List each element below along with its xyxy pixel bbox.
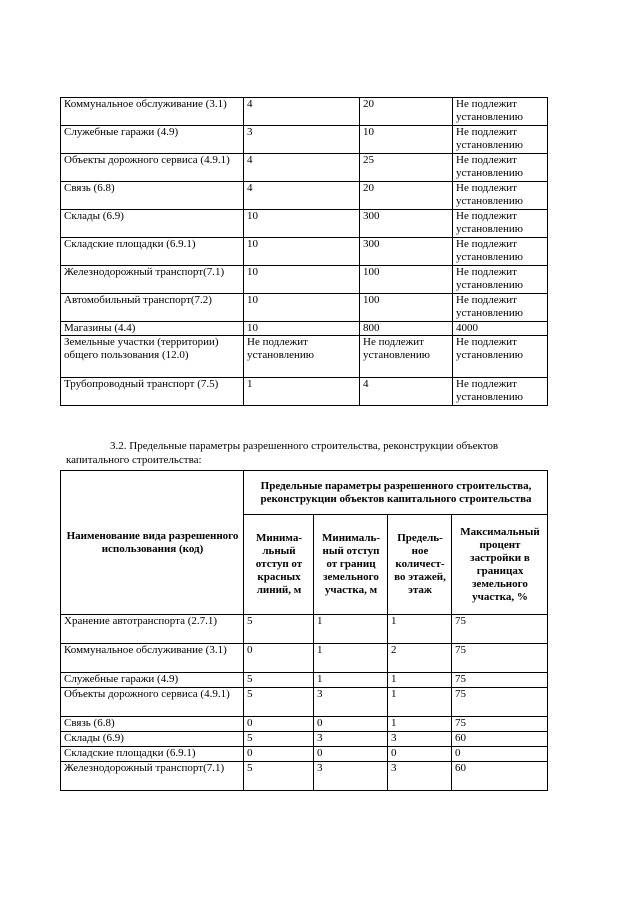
value-cell: 1: [314, 673, 388, 688]
value-cell: 4000: [453, 322, 548, 336]
use-name-cell: Объекты дорожного сервиса (4.9.1): [61, 688, 244, 717]
value-cell: 10: [244, 210, 360, 238]
value-cell: Не подлежит установлению: [453, 238, 548, 266]
value-cell: Не подлежит установлению: [453, 294, 548, 322]
value-cell: 1: [314, 615, 388, 644]
value-cell: 75: [452, 688, 548, 717]
table-row: [61, 322, 548, 336]
use-name-cell: Коммунальное обслуживание (3.1): [61, 644, 244, 673]
value-cell: 0: [388, 747, 452, 762]
header-use-name: Наименование вида разрешенного использования (код): [61, 471, 244, 615]
limits-table-2: [60, 470, 548, 791]
value-cell: 800: [360, 322, 453, 336]
value-cell: 10: [244, 294, 360, 322]
use-name-cell: Земельные участки (территории) общего пользования (12.0): [61, 336, 244, 378]
table-row: [61, 762, 548, 791]
table-row: [61, 732, 548, 747]
value-cell: 3: [388, 762, 452, 791]
value-cell: 100: [360, 266, 453, 294]
use-name-cell: Склады (6.9): [61, 210, 244, 238]
value-cell: 1: [314, 644, 388, 673]
table-row: [61, 154, 548, 182]
value-cell: Не подлежит установлению: [453, 126, 548, 154]
table-row: [61, 673, 548, 688]
use-name-cell: Железнодорожный транспорт(7.1): [61, 266, 244, 294]
value-cell: 3: [244, 126, 360, 154]
value-cell: 5: [244, 762, 314, 791]
use-name-cell: Связь (6.8): [61, 182, 244, 210]
table-row: [61, 210, 548, 238]
table-row: [61, 717, 548, 732]
use-name-cell: Коммунальное обслуживание (3.1): [61, 98, 244, 126]
section-paragraph: 3.2. Предельные параметры разрешенного строительства, реконструкции объектов капитального строительства:: [66, 440, 499, 466]
value-cell: Не подлежит установлению: [244, 336, 360, 378]
header-group: Предельные параметры разрешенного строительства, реконструкции объектов капитального строительства: [244, 471, 548, 515]
header-floors: Предель-ное количест-во этажей, этаж: [388, 515, 452, 615]
value-cell: 100: [360, 294, 453, 322]
table-row: [61, 378, 548, 406]
use-name-cell: Служебные гаражи (4.9): [61, 126, 244, 154]
table-row: [61, 294, 548, 322]
value-cell: 5: [244, 688, 314, 717]
value-cell: 20: [360, 98, 453, 126]
value-cell: 10: [244, 322, 360, 336]
table-row: [61, 98, 548, 126]
value-cell: Не подлежит установлению: [453, 210, 548, 238]
table-row: [61, 615, 548, 644]
value-cell: 60: [452, 732, 548, 747]
value-cell: 1: [388, 615, 452, 644]
value-cell: 4: [244, 154, 360, 182]
value-cell: 0: [314, 747, 388, 762]
value-cell: Не подлежит установлению: [453, 266, 548, 294]
value-cell: Не подлежит установлению: [453, 378, 548, 406]
table-header-row: [61, 471, 548, 515]
use-name-cell: Складские площадки (6.9.1): [61, 238, 244, 266]
value-cell: 25: [360, 154, 453, 182]
value-cell: 300: [360, 210, 453, 238]
header-setback-red-lines: Минима-льный отступ от красных линий, м: [244, 515, 314, 615]
use-name-cell: Магазины (4.4): [61, 322, 244, 336]
value-cell: 5: [244, 673, 314, 688]
value-cell: Не подлежит установлению: [360, 336, 453, 378]
use-name-cell: Автомобильный транспорт(7.2): [61, 294, 244, 322]
header-setback-boundaries: Минималь-ный отступ от границ земельного участка, м: [314, 515, 388, 615]
value-cell: 2: [388, 644, 452, 673]
value-cell: 4: [244, 98, 360, 126]
table-row: [61, 644, 548, 673]
value-cell: 1: [388, 717, 452, 732]
table-row: [61, 238, 548, 266]
value-cell: 300: [360, 238, 453, 266]
table-row: [61, 182, 548, 210]
value-cell: 1: [244, 378, 360, 406]
value-cell: 1: [388, 688, 452, 717]
table-row: [61, 688, 548, 717]
value-cell: 60: [452, 762, 548, 791]
table-row: [61, 266, 548, 294]
value-cell: 0: [452, 747, 548, 762]
use-name-cell: Связь (6.8): [61, 717, 244, 732]
value-cell: 4: [360, 378, 453, 406]
value-cell: 10: [244, 266, 360, 294]
value-cell: 75: [452, 673, 548, 688]
use-name-cell: Склады (6.9): [61, 732, 244, 747]
use-name-cell: Служебные гаражи (4.9): [61, 673, 244, 688]
value-cell: 5: [244, 615, 314, 644]
value-cell: 75: [452, 615, 548, 644]
header-coverage-percent: Максимальный процент застройки в границах земельного участка, %: [452, 515, 548, 615]
value-cell: 10: [360, 126, 453, 154]
value-cell: Не подлежит установлению: [453, 154, 548, 182]
value-cell: Не подлежит установлению: [453, 98, 548, 126]
value-cell: 3: [314, 688, 388, 717]
value-cell: 0: [314, 717, 388, 732]
value-cell: 20: [360, 182, 453, 210]
table-row: [61, 126, 548, 154]
table-row: [61, 336, 548, 378]
value-cell: 3: [388, 732, 452, 747]
use-name-cell: Трубопроводный транспорт (7.5): [61, 378, 244, 406]
value-cell: Не подлежит установлению: [453, 182, 548, 210]
value-cell: 0: [244, 717, 314, 732]
use-name-cell: Объекты дорожного сервиса (4.9.1): [61, 154, 244, 182]
value-cell: Не подлежит установлению: [453, 336, 548, 378]
table-row: [61, 747, 548, 762]
value-cell: 0: [244, 644, 314, 673]
value-cell: 3: [314, 732, 388, 747]
value-cell: 3: [314, 762, 388, 791]
value-cell: 10: [244, 238, 360, 266]
value-cell: 1: [388, 673, 452, 688]
use-name-cell: Складские площадки (6.9.1): [61, 747, 244, 762]
value-cell: 75: [452, 717, 548, 732]
use-name-cell: Железнодорожный транспорт(7.1): [61, 762, 244, 791]
value-cell: 0: [244, 747, 314, 762]
value-cell: 4: [244, 182, 360, 210]
limits-table-1: [60, 97, 548, 406]
value-cell: 75: [452, 644, 548, 673]
value-cell: 5: [244, 732, 314, 747]
use-name-cell: Хранение автотранспорта (2.7.1): [61, 615, 244, 644]
